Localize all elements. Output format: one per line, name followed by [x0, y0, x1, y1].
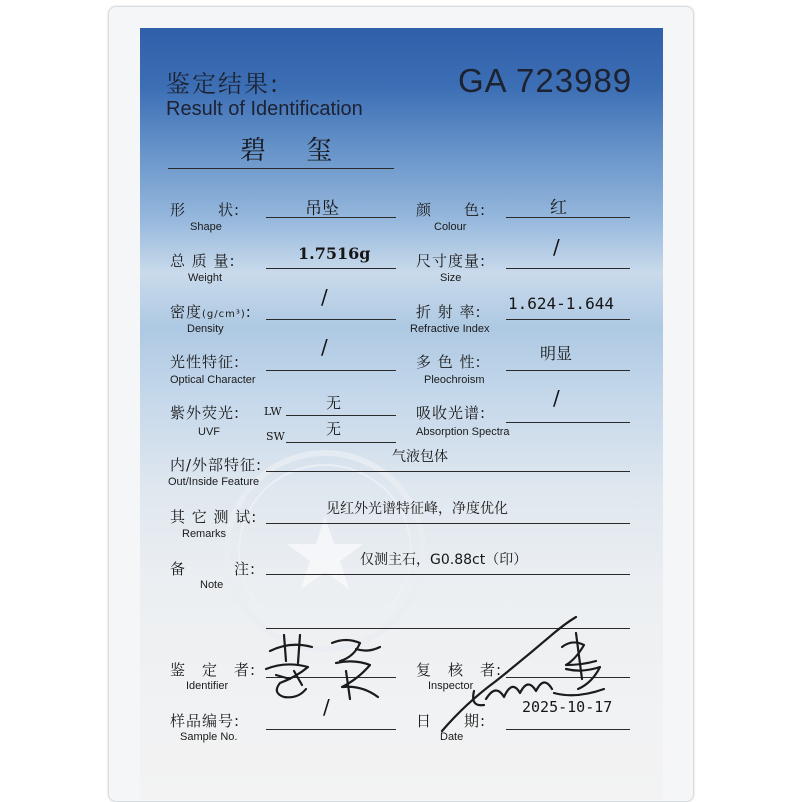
weight-label-en: Weight: [188, 272, 223, 284]
density-value: /: [321, 285, 328, 309]
identifier-label-en: Identifier: [186, 680, 229, 692]
colour-label-cn: 颜 色:: [416, 201, 487, 219]
uvf-lw-label: LW: [264, 405, 282, 418]
feature-label-en: Out/Inside Feature: [168, 476, 260, 488]
feature-label-cn: 内/外部特征:: [170, 456, 263, 474]
pleochroism-label-cn: 多 色 性:: [416, 353, 482, 371]
inspector-label-en: Inspector: [428, 680, 474, 692]
uvf-sw-line: [286, 442, 396, 443]
note-line: [266, 574, 630, 575]
density-label-colon: :: [245, 303, 252, 321]
note-label-en: Note: [200, 579, 224, 591]
absorption-label-cn: 吸收光谱:: [416, 404, 487, 422]
remarks-label-cn: 其 它 测 试:: [170, 508, 258, 526]
absorption-label-en: Absorption Spectra: [416, 426, 510, 438]
certificate-number: GA 723989: [458, 62, 633, 99]
sample-label-cn: 样品编号:: [170, 712, 241, 730]
density-label-cn: [170, 301, 252, 322]
colour-value: 红: [550, 198, 567, 218]
shape-label-cn: 形 状:: [170, 201, 241, 219]
uvf-lw-value: 无: [326, 394, 342, 412]
ri-label-en: Refractive Index: [410, 323, 490, 335]
weight-line: [266, 268, 396, 269]
title-cn: 鉴定结果:: [166, 70, 281, 98]
feature-line: [266, 471, 630, 472]
inspector-label-cn: 复 核 者:: [416, 661, 503, 679]
ri-value: 1.624-1.644: [508, 294, 614, 313]
uvf-sw-label: SW: [266, 430, 285, 443]
size-line: [506, 268, 630, 269]
shape-label-en: Shape: [190, 221, 222, 233]
remarks-value: 见红外光谱特征峰，净度优化: [326, 501, 508, 517]
uvf-lw-line: [286, 415, 396, 416]
optical-value: /: [321, 335, 328, 359]
weight-label-cn: 总 质 量:: [170, 252, 236, 270]
identifier-signature-icon: [250, 613, 410, 708]
size-label-en: Size: [440, 272, 462, 284]
colour-line: [506, 217, 630, 218]
uvf-label-en: UVF: [198, 426, 220, 438]
density-label-unit: (g/cm³): [202, 309, 246, 320]
date-value: 2025-10-17: [522, 698, 613, 716]
pleochroism-label-en: Pleochroism: [424, 374, 485, 386]
identification-result: 碧 玺: [240, 136, 349, 166]
inspector-signature-icon: [426, 603, 626, 743]
note-value: 仅测主石，G0.88ct（印）: [360, 552, 528, 568]
optical-label-cn: 光性特征:: [170, 353, 241, 371]
size-value: /: [553, 235, 560, 259]
identifier-label-cn: 鉴 定 者:: [170, 661, 257, 679]
uvf-sw-value: 无: [326, 420, 342, 438]
optical-line: [266, 370, 396, 371]
sample-label-en: Sample No.: [180, 731, 238, 743]
identification-card: [140, 28, 663, 800]
weight-value: 1.7516g: [298, 244, 371, 263]
density-label-en: Density: [187, 323, 224, 335]
ri-line: [506, 319, 630, 320]
title-en: Result of Identification: [166, 98, 363, 120]
density-label-text: 密度: [170, 303, 203, 321]
shape-value: 吊坠: [305, 199, 339, 219]
colour-label-en: Colour: [434, 221, 467, 233]
density-line: [266, 319, 396, 320]
pleochroism-line: [506, 370, 630, 371]
note-label-cn: 备 注:: [170, 560, 257, 578]
remarks-label-en: Remarks: [182, 528, 227, 540]
absorption-value: /: [553, 386, 560, 410]
sample-value: /: [323, 695, 330, 719]
date-label-en: Date: [440, 731, 464, 743]
absorption-line: [506, 422, 630, 423]
ri-label-cn: 折 射 率:: [416, 303, 482, 321]
size-label-cn: 尺寸度量:: [416, 252, 487, 270]
date-label-cn: 日 期:: [416, 712, 487, 730]
sample-line: [266, 729, 396, 730]
uvf-label-cn: 紫外荧光:: [170, 404, 241, 422]
pleochroism-value: 明显: [540, 344, 573, 363]
result-underline: [168, 168, 394, 169]
feature-value: 气液包体: [392, 449, 448, 465]
optical-label-en: Optical Character: [170, 374, 256, 386]
shape-line: [266, 217, 396, 218]
remarks-line: [266, 523, 630, 524]
